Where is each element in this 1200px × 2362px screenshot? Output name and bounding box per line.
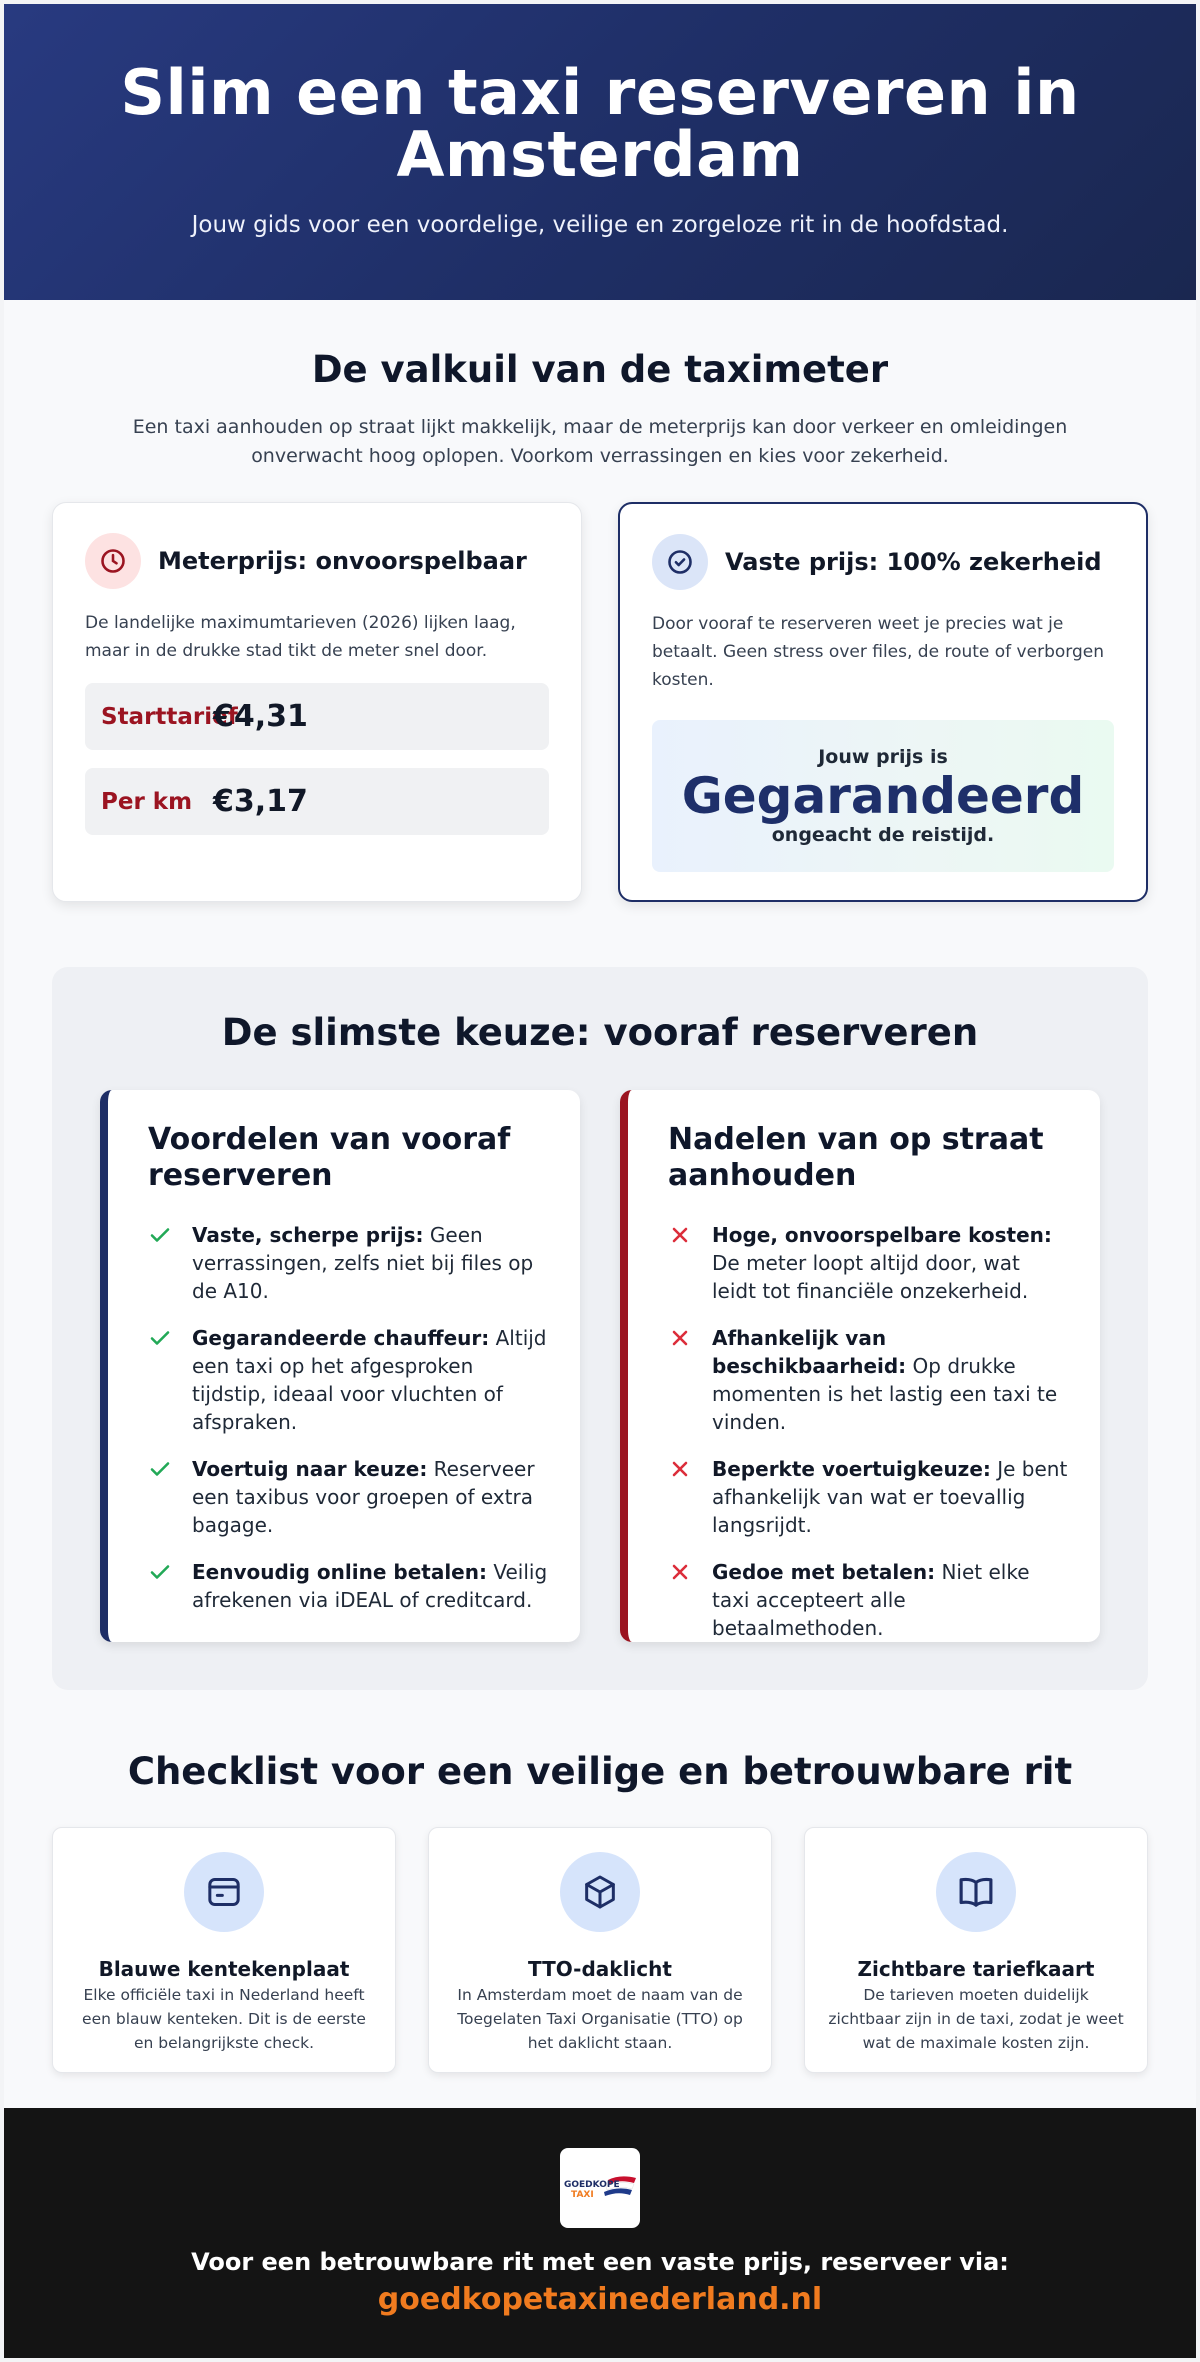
clock-icon [85, 533, 141, 589]
card-header [652, 534, 1114, 590]
list-item [148, 1558, 548, 1614]
meter-price-card [52, 502, 582, 902]
rate-value: €4,31 [213, 699, 308, 734]
list-item-text: Gegarandeerde chauffeur: Altijd een taxi op het afgesproken tijdstip, ideaal voor vluchten of afspraken. [192, 1326, 547, 1434]
check-circle-icon [652, 534, 708, 590]
cross-icon [668, 1324, 712, 1436]
taximeter-section [4, 300, 1196, 902]
checklist-section [4, 1690, 1196, 2073]
license-plate-icon [184, 1852, 264, 1932]
price-caption: Jouw prijs is [818, 746, 948, 768]
infographic-page [4, 4, 1196, 2358]
list-item-text: Vaste, scherpe prijs: Geen verrassingen, zelfs niet bij files op de A10. [192, 1223, 534, 1303]
footer-cta-text: Voor een betrouwbare rit met een vaste prijs, reserveer via: [191, 2248, 1009, 2276]
list-item-text: Gedoe met betalen: Niet elke taxi accepteert alle betaalmethoden. [712, 1560, 1030, 1640]
svg-text:TAXI: TAXI [571, 2190, 594, 2200]
list-item [148, 1455, 548, 1539]
checklist-card [52, 1827, 396, 2073]
cross-icon [668, 1455, 712, 1539]
section-intro: Een taxi aanhouden op straat lijkt makkelijk, maar de meterprijs kan door verkeer en omleidingen onverwacht hoog oplopen. Voorkom verrassingen en kies voor zekerheid. [132, 416, 1068, 467]
section-title: Checklist voor een veilige en betrouwbare rit [127, 1750, 1073, 1793]
list-item-text: Voertuig naar keuze: Reserveer een taxibus voor groepen of extra bagage. [192, 1457, 535, 1537]
page-title: Slim een taxi reserveren in Amsterdam [120, 56, 1080, 191]
footer [4, 2108, 1196, 2358]
book-open-icon [936, 1852, 1016, 1932]
list-item-text: Hoge, onvoorspelbare kosten: De meter loopt altijd door, wat leidt tot financiële onzekerheid. [712, 1223, 1052, 1303]
rate-row [85, 683, 549, 750]
cons-card [620, 1090, 1100, 1642]
comparison-cards [4, 502, 1196, 902]
cons-title: Nadelen van op straat aanhouden [668, 1122, 1044, 1193]
pros-cons-columns [52, 1090, 1148, 1642]
checklist-card [428, 1827, 772, 2073]
svg-text:GOEDKOPE: GOEDKOPE [564, 2180, 620, 2190]
price-guarantee: Gegarandeerd [681, 767, 1085, 825]
brand-logo [560, 2148, 640, 2228]
checkmark-icon [148, 1324, 192, 1436]
list-item [668, 1455, 1068, 1539]
list-item [668, 1558, 1068, 1642]
cross-icon [668, 1558, 712, 1642]
guaranteed-price-box [652, 720, 1114, 872]
checklist-cards [4, 1827, 1196, 2073]
card-header [85, 533, 549, 589]
website-link[interactable]: goedkopetaxinederland.nl [377, 2282, 823, 2317]
list-item [148, 1221, 548, 1305]
checklist-text: In Amsterdam moet de naam van de Toegelaten Taxi Organisatie (TTO) op het daklicht staan. [457, 1986, 743, 2052]
checklist-title: TTO-daklicht [528, 1957, 672, 1981]
rate-value: €3,17 [213, 784, 308, 819]
card-text: Door vooraf te reserveren weet je precies wat je betaalt. Geen stress over files, de route of verborgen kosten. [652, 614, 1104, 690]
list-item-text: Afhankelijk van beschikbaarheid: Op drukke momenten is het lastig een taxi te vinden. [712, 1326, 1058, 1434]
rate-label: Starttarief [101, 703, 238, 730]
card-title: Meterprijs: onvoorspelbaar [158, 547, 527, 575]
list-item-text: Beperkte voertuigkeuze: Je bent afhankelijk van wat er toevallig langsrijdt. [712, 1457, 1068, 1537]
pros-cons-section [52, 967, 1148, 1690]
list-item [668, 1324, 1068, 1436]
checklist-text: De tarieven moeten duidelijk zichtbaar zijn in de taxi, zodat je weet wat de maximale kosten zijn. [828, 1986, 1124, 2052]
list-item [148, 1324, 548, 1436]
section-title: De valkuil van de taximeter [311, 348, 889, 391]
fixed-price-card [618, 502, 1148, 902]
pros-title: Voordelen van vooraf reserveren [148, 1122, 511, 1193]
cube-icon [560, 1852, 640, 1932]
checklist-card [804, 1827, 1148, 2073]
price-note: ongeacht de reistijd. [771, 824, 995, 846]
cross-icon [668, 1221, 712, 1305]
cons-list [668, 1221, 1068, 1642]
list-item [668, 1221, 1068, 1305]
list-item-text: Eenvoudig online betalen: Veilig afrekenen via iDEAL of creditcard. [192, 1560, 548, 1612]
checklist-title: Blauwe kentekenplaat [98, 1957, 350, 1981]
checkmark-icon [148, 1558, 192, 1614]
checkmark-icon [148, 1455, 192, 1539]
page-subtitle: Jouw gids voor een voordelige, veilige en zorgeloze rit in de hoofdstad. [191, 212, 1009, 238]
checkmark-icon [148, 1221, 192, 1305]
rate-row [85, 768, 549, 835]
section-title: De slimste keuze: vooraf reserveren [221, 1011, 979, 1054]
hero-banner [4, 4, 1196, 300]
checklist-title: Zichtbare tariefkaart [857, 1957, 1095, 1981]
card-title: Vaste prijs: 100% zekerheid [725, 548, 1102, 576]
card-text: De landelijke maximumtarieven (2026) lijken laag, maar in de drukke stad tikt de meter snel door. [85, 613, 516, 661]
checklist-text: Elke officiële taxi in Nederland heeft een blauw kenteken. Dit is de eerste en belangrijkste check. [82, 1986, 366, 2052]
pros-list [148, 1221, 548, 1614]
rate-label: Per km [101, 788, 193, 815]
pros-card [100, 1090, 580, 1642]
logo-mark [562, 2168, 638, 2208]
